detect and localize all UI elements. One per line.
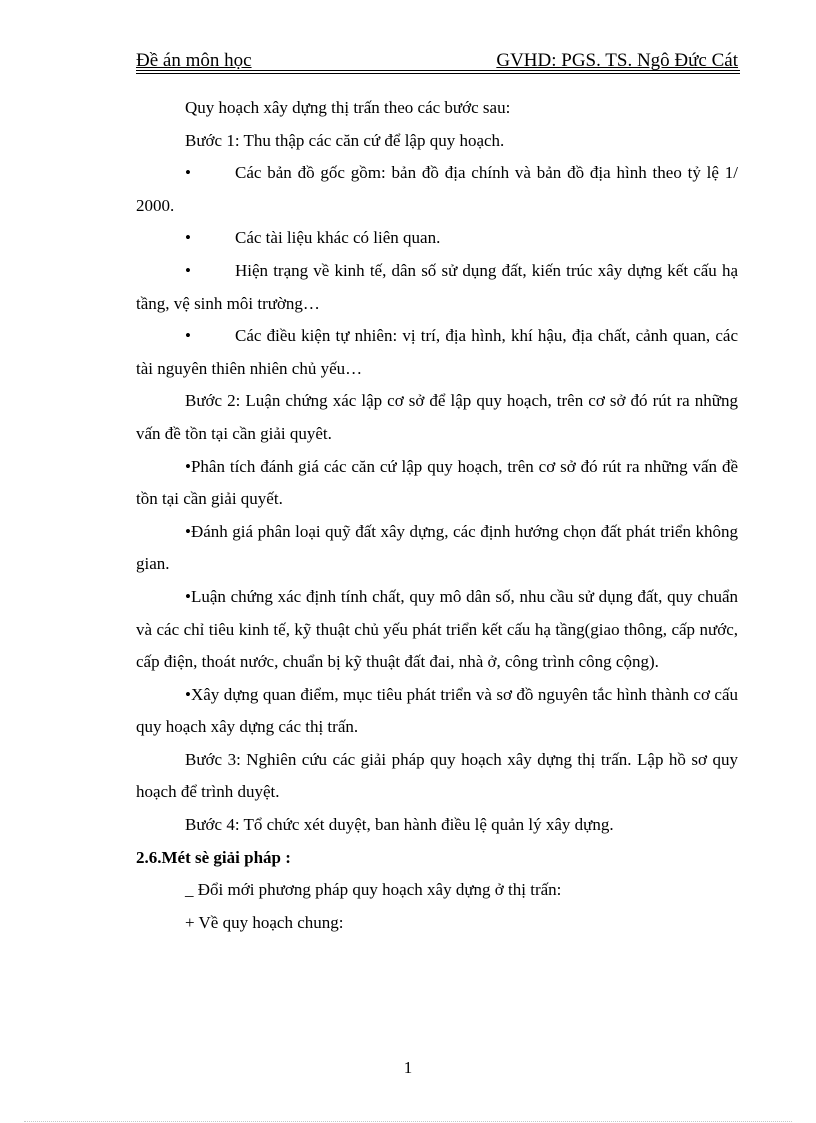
renewal-line: _ Đổi mới phương pháp quy hoạch xây dựng ở thị trấn: — [185, 880, 562, 900]
page-header — [136, 50, 740, 74]
step1-bullet-3: • Hiện trạng về kinh tế, dân số sử dụng đất, kiến trúc xây dựng kết cấu hạ tầng, vệ sinh môi trường… — [136, 255, 738, 320]
section-heading: 2.6.Mét sè giải pháp : — [136, 847, 291, 867]
step2-bullet-4: •Xây dựng quan điểm, mục tiêu phát triển và sơ đồ nguyên tắc hình thành cơ cấu quy hoạch xây dựng các thị trấn. — [136, 684, 738, 737]
general-planning-line: + Về quy hoạch chung: — [185, 912, 344, 932]
step1-bullet-1: • Các bản đồ gốc gồm: bản đồ địa chính và bản đồ địa hình theo tỷ lệ 1/ 2000. — [136, 157, 738, 222]
header-advisor: GVHD: PGS. TS. Ngô Đức Cát — [496, 50, 738, 71]
page-number: 1 — [403, 1058, 413, 1077]
step2-bullet-1: •Phân tích đánh giá các căn cứ lập quy hoạch, trên cơ sở đó rút ra những vấn đề tồn tại cần giải quyết. — [136, 456, 738, 509]
intro-paragraph: Quy hoạch xây dựng thị trấn theo các bước sau: — [185, 98, 511, 117]
bullet-dot-icon: • — [185, 586, 191, 606]
bullet-dot-icon: • — [185, 326, 191, 346]
step1-bullet-2: • Các tài liệu khác có liên quan. — [136, 222, 738, 255]
bullet-dot-icon: • — [185, 260, 191, 280]
bullet-dot-icon: • — [185, 163, 191, 183]
document-body — [136, 92, 738, 939]
bullet-dot-icon: • — [185, 456, 191, 476]
step-4: Bước 4: Tổ chức xét duyệt, ban hành điều lệ quản lý xây dựng. — [185, 815, 614, 835]
step-1: Bước 1: Thu thập các căn cứ để lập quy hoạch. — [185, 130, 505, 150]
header-double-rule — [136, 70, 740, 74]
step-2: Bước 2: Luận chứng xác lập cơ sở để lập quy hoạch, trên cơ sở đó rút ra những vấn đề tồn tại cần giải quyêt. — [136, 391, 738, 443]
header-course-title: Đề án môn học — [136, 50, 252, 71]
bullet-dot-icon: • — [185, 521, 191, 541]
page-bottom-border — [24, 1121, 792, 1122]
step2-bullet-2: •Đánh giá phân loại quỹ đất xây dựng, các định hướng chọn đất phát triển không gian. — [136, 521, 738, 574]
bullet-dot-icon: • — [185, 684, 191, 704]
step1-bullet-4: • Các điều kiện tự nhiên: vị trí, địa hình, khí hậu, địa chất, cảnh quan, các tài nguyên thiên nhiên chủ yếu… — [136, 320, 738, 385]
step-3: Bước 3: Nghiên cứu các giải pháp quy hoạch xây dựng thị trấn. Lập hồ sơ quy hoạch để trình duyệt. — [136, 749, 738, 802]
step2-bullet-3: •Luận chứng xác định tính chất, quy mô dân số, nhu cầu sử dụng đất, quy chuẩn và các chỉ tiêu kinh tế, kỹ thuật chủ yếu phát triển kết cấu hạ tầng(giao thông, cấp nước, cấp điện, thoát nước, chuẩn bị kỹ thuật đất đai, nhà ở, công trình công cộng). — [136, 586, 738, 672]
bullet-dot-icon: • — [185, 228, 191, 248]
